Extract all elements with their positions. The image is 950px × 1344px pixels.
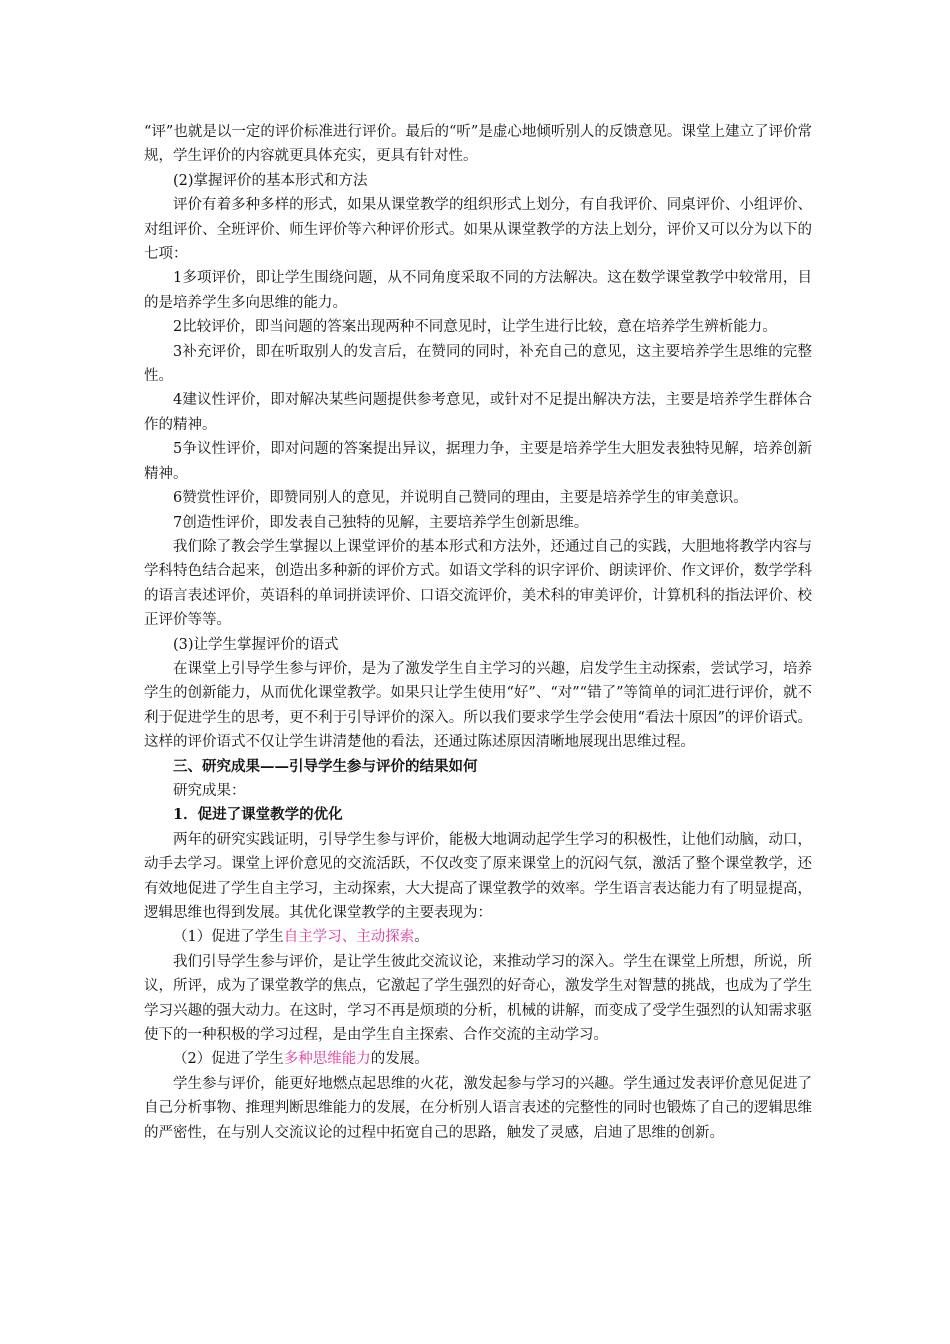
- section-heading: 三、研究成果——引导学生参与评价的结果如何: [173, 757, 478, 775]
- body-paragraph: 研究成果：: [173, 782, 246, 799]
- subsection-heading: (2)掌握评价的基本形式和方法: [173, 172, 368, 189]
- body-paragraph: 两年的研究实践证明，引导学生参与评价，能极大地调动起学生学习的积极性，让他们动脑，动口，动手去学习。课堂上评价意见的交流活跃，不仅改变了原来课堂上的沉闷气氛，激活了整个课堂教学，还有效地促进了学生自主学习，主动探索，大大提高了课堂教学的效率。学生语言表达能力有了明显提高，逻辑思维也得到发展。其优化课堂教学的主要表现为：: [144, 831, 812, 921]
- highlighted-text: 自主学习、主动探索: [283, 929, 415, 946]
- subheading-text: 的发展。: [370, 1051, 429, 1068]
- section-heading: 1．促进了课堂教学的优化: [173, 806, 343, 824]
- highlighted-text: 多种思维能力: [283, 1051, 371, 1068]
- body-paragraph: 我们引导学生参与评价，是让学生彼此交流议论，来推动学习的深入。学生在课堂上所想，所说，所议，所评，成为了课堂教学的焦点，它激起了学生强烈的好奇心，激发学生对智慧的挑战，也成为了学生学习兴趣的强大动力。在这时，学习不再是烦琐的分析，机械的讲解，而变成了受学生强烈的认知需求驱使下的一种积极的学习过程，是由学生自主探索、合作交流的主动学习。: [144, 953, 812, 1044]
- body-paragraph: 4建议性评价，即对解决某些问题提供参考意见，或针对不足提出解决方法，主要是培养学生群体合作的精神。: [144, 392, 812, 433]
- subheading-text: 。: [414, 929, 429, 946]
- subheading-text: （1）促进了学生: [173, 929, 284, 946]
- body-paragraph: 评价有着多种多样的形式，如果从课堂教学的组织形式上划分，有自我评价、同桌评价、小组评价、对组评价、全班评价、师生评价等六种评价形式。如果从课堂教学的方法上划分，评价又可以分为以下的七项：: [144, 197, 812, 263]
- body-paragraph: 5争议性评价，即对问题的答案提出异议，据理力争，主要是培养学生大胆发表独特见解，培养创新精神。: [144, 441, 812, 482]
- body-paragraph: 7创造性评价，即发表自己独特的见解，主要培养学生创新思维。: [173, 514, 589, 531]
- body-paragraph: 我们除了教会学生掌握以上课堂评价的基本形式和方法外，还通过自己的实践，大胆地将教学内容与学科特色结合起来，创造出多种新的评价方式。如语文学科的识字评价、朗读评价、作文评价，数学学科的语言表述评价，英语科的单词拼读评价、口语交流评价，美术科的审美评价，计算机科的指法评价、校正评价等等。: [144, 538, 812, 629]
- subsection-heading: (3)让学生掌握评价的语式: [173, 636, 339, 653]
- highlighted-subheading: [144, 1047, 812, 1071]
- highlighted-subheading: [144, 925, 812, 949]
- body-paragraph: 1多项评价，即让学生围绕问题，从不同角度采取不同的方法解决。这在数学课堂教学中较常用，目的是培养学生多向思维的能力。: [144, 270, 812, 311]
- body-paragraph: 在课堂上引导学生参与评价，是为了激发学生自主学习的兴趣，启发学生主动探索，尝试学习，培养学生的创新能力，从而优化课堂教学。如果只让学生使用“好”、“对”“错了”等简单的词汇进行评价，就不利于促进学生的思考，更不利于引导评价的深入。所以我们要求学生学会使用“看法十原因”的评价语式。这样的评价语式不仅让学生讲清楚他的看法，还通过陈述原因清晰地展现出思维过程。: [144, 660, 812, 751]
- body-paragraph: 3补充评价，即在听取别人的发言后，在赞同的同时，补充自己的意见，这主要培养学生思维的完整性。: [144, 343, 812, 385]
- body-paragraph: 2比较评价，即当问题的答案出现两种不同意见时，让学生进行比较，意在培养学生辨析能力。: [173, 319, 777, 336]
- document-body: [144, 120, 812, 1145]
- subheading-text: （2）促进了学生: [173, 1051, 284, 1068]
- body-paragraph: “评”也就是以一定的评价标准进行评价。最后的“听”是虚心地倾听别人的反馈意见。课堂上建立了评价常规，学生评价的内容就更具体充实，更具有针对性。: [144, 124, 812, 165]
- body-paragraph: 学生参与评价，能更好地燃点起思维的火花，激发起参与学习的兴趣。学生通过发表评价意见促进了自己分析事物、推理判断思维能力的发展，在分析别人语言表述的完整性的同时也锻炼了自己的逻辑思维的严密性，在与别人交流议论的过程中拓宽自己的思路，触发了灵感，启迪了思维的创新。: [144, 1075, 812, 1141]
- body-paragraph: 6赞赏性评价，即赞同别人的意见，并说明自己赞同的理由，主要是培养学生的审美意识。: [173, 490, 748, 507]
